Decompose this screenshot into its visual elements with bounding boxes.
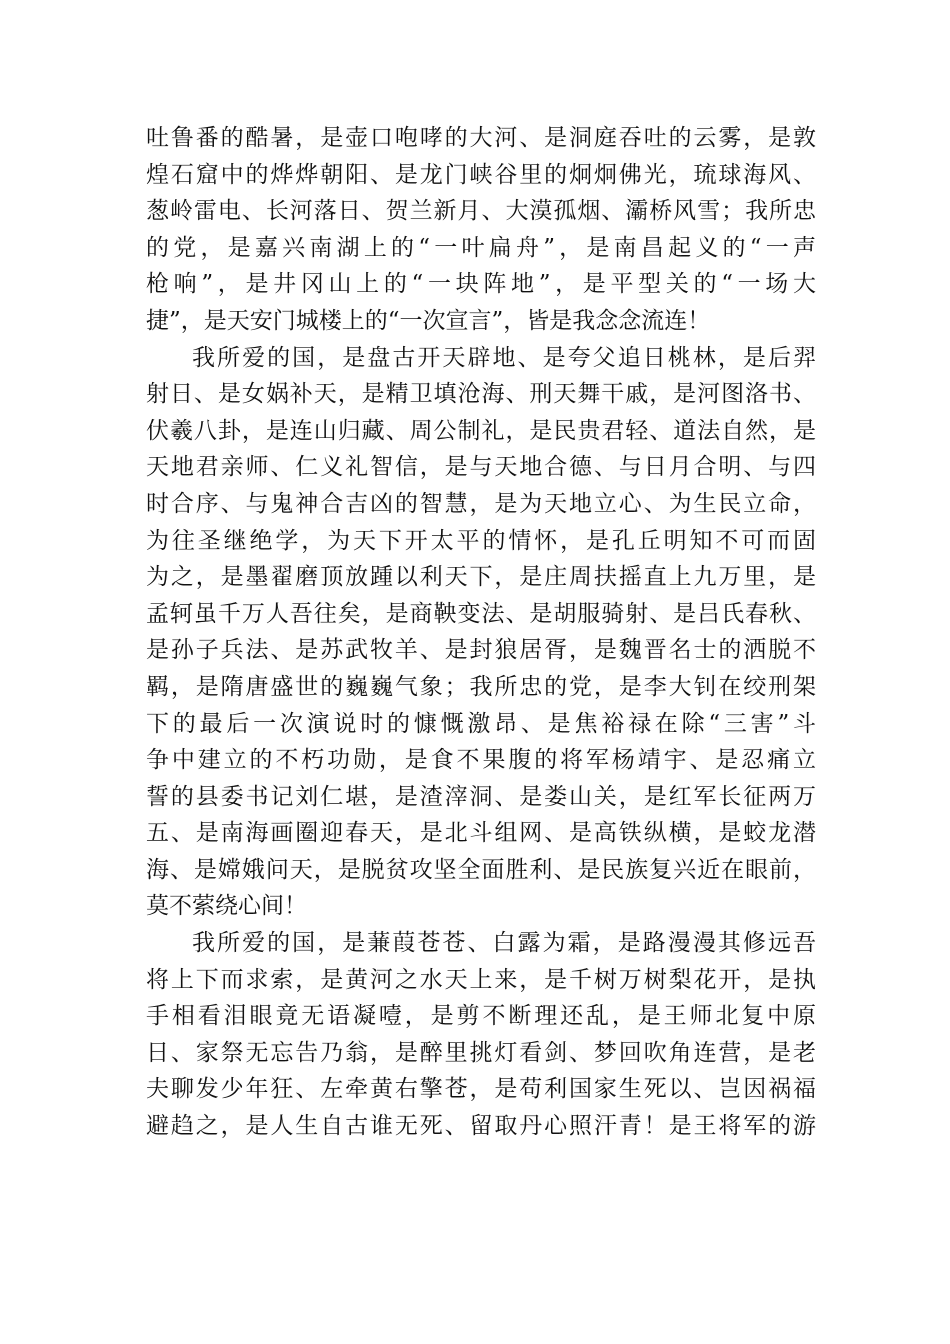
- text-line: 煌石窟中的烨烨朝阳、是龙门峡谷里的炯炯佛光，琉球海风、: [146, 161, 816, 188]
- text-line: 羁，是隋唐盛世的巍巍气象；我所忠的党，是李大钊在绞刑架: [146, 673, 816, 700]
- text-line: 伏羲八卦，是连山归藏、周公制礼，是民贵君轻、道法自然，是: [146, 417, 816, 444]
- text-line: 天地君亲师、仁义礼智信，是与天地合德、与日月合明、与四: [146, 454, 816, 481]
- text-line: 射日、是女娲补天，是精卫填沧海、刑天舞干戚，是河图洛书、: [146, 381, 816, 408]
- text-line: 手相看泪眼竟无语凝噎，是剪不断理还乱，是王师北复中原: [146, 1003, 816, 1030]
- text-line: 莫不萦绕心间！: [146, 893, 307, 920]
- text-line: 是孙子兵法、是苏武牧羊、是封狼居胥，是魏晋名士的洒脱不: [146, 637, 816, 664]
- text-line: 吐鲁番的酷暑，是壶口咆哮的大河、是洞庭吞吐的云雾，是敦: [146, 125, 816, 151]
- text-line: 下的最后一次演说时的慷慨激昂、是焦裕禄在除“三害”斗: [146, 710, 816, 737]
- text-line: 葱岭雷电、长河落日、贺兰新月、大漠孤烟、灞桥风雪；我所忠: [146, 198, 816, 225]
- text-line: 时合序、与鬼神合吉凶的智慧，是为天地立心、为生民立命，: [146, 490, 816, 517]
- text-line: 为往圣继绝学，为天下开太平的情怀，是孔丘明知不可而固: [146, 527, 816, 554]
- text-line: 为之，是墨翟磨顶放踵以利天下，是庄周扶摇直上九万里，是: [146, 564, 816, 591]
- text-line: 将上下而求索，是黄河之水天上来，是千树万树梨花开，是执: [146, 966, 816, 993]
- text-line: 避趋之，是人生自古谁无死、留取丹心照汗青！是王将军的游: [146, 1113, 816, 1140]
- text-line: 誓的县委书记刘仁堪，是渣滓洞、是娄山关，是红军长征两万: [146, 783, 816, 810]
- text-line: 枪响”，是井冈山上的“一块阵地”，是平型关的“一场大: [146, 271, 816, 298]
- text-line: 我所爱的国，是盘古开天辟地、是夸父追日桃林，是后羿: [192, 344, 816, 371]
- text-line: 的党，是嘉兴南湖上的“一叶扁舟”，是南昌起义的“一声: [146, 234, 816, 261]
- text-line: 我所爱的国，是蒹葭苍苍、白露为霜，是路漫漫其修远吾: [192, 930, 816, 957]
- document-body-text: [146, 120, 816, 1145]
- text-line: 夫聊发少年狂、左牵黄右擎苍，是苟利国家生死以、岂因祸福: [146, 1076, 816, 1103]
- text-line: 捷”，是天安门城楼上的“一次宣言”，皆是我念念流连！: [146, 307, 711, 334]
- text-line: 日、家祭无忘告乃翁，是醉里挑灯看剑、梦回吹角连营，是老: [146, 1039, 816, 1066]
- text-line: 孟轲虽千万人吾往矣，是商鞅变法、是胡服骑射、是吕氏春秋、: [146, 600, 816, 627]
- text-line: 争中建立的不朽功勋，是食不果腹的将军杨靖宇、是忍痛立: [146, 747, 816, 774]
- text-line: 五、是南海画圈迎春天，是北斗组网、是高铁纵横，是蛟龙潜: [146, 820, 816, 847]
- text-line: 海、是嫦娥问天，是脱贫攻坚全面胜利、是民族复兴近在眼前，: [146, 856, 816, 883]
